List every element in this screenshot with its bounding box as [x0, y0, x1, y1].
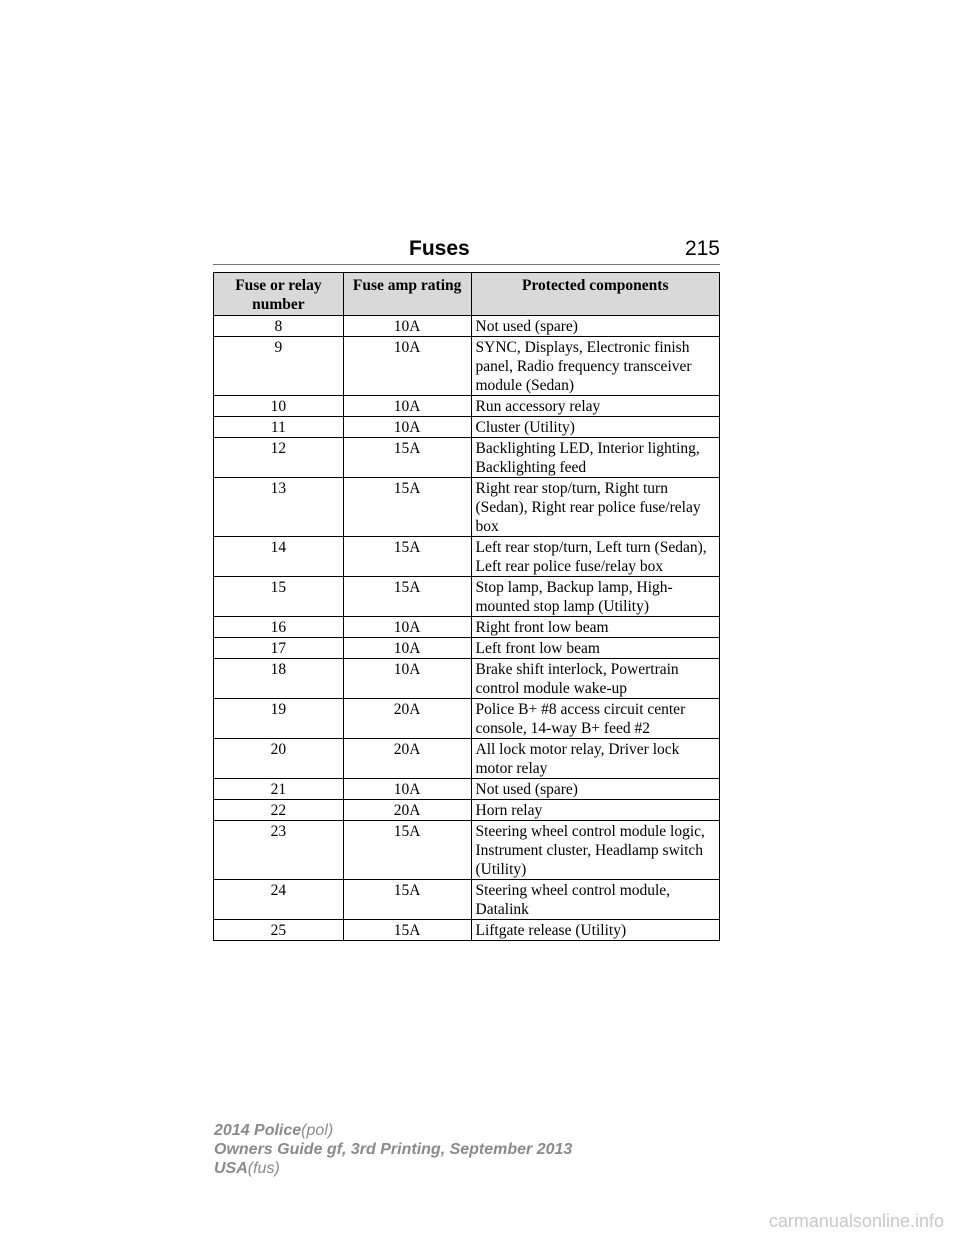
- cell-protected-components: Not used (spare): [471, 779, 720, 800]
- cell-amp-rating: 15A: [343, 821, 471, 880]
- table-header-row: [214, 273, 720, 316]
- cell-fuse-number: 21: [214, 779, 344, 800]
- cell-amp-rating: 15A: [343, 537, 471, 577]
- document-footer: [214, 1121, 572, 1178]
- page-header: [213, 236, 720, 262]
- column-header-number: Fuse or relay number: [214, 273, 344, 316]
- cell-protected-components: Steering wheel control module logic, Instrument cluster, Headlamp switch (Utility): [471, 821, 720, 880]
- table-row: [214, 821, 720, 880]
- cell-amp-rating: 15A: [343, 577, 471, 617]
- table-row: [214, 617, 720, 638]
- cell-fuse-number: 8: [214, 316, 344, 337]
- fuse-table: [213, 272, 720, 941]
- header-divider: [213, 264, 720, 265]
- table-row: [214, 880, 720, 920]
- cell-fuse-number: 22: [214, 800, 344, 821]
- cell-amp-rating: 10A: [343, 316, 471, 337]
- cell-fuse-number: 19: [214, 699, 344, 739]
- page-number: 215: [684, 237, 720, 260]
- cell-protected-components: Right rear stop/turn, Right turn (Sedan), Right rear police fuse/relay box: [471, 478, 720, 537]
- cell-fuse-number: 9: [214, 337, 344, 396]
- footer-model: 2014 Police: [214, 1122, 302, 1139]
- table-row: [214, 920, 720, 941]
- cell-protected-components: Cluster (Utility): [471, 417, 720, 438]
- cell-protected-components: Horn relay: [471, 800, 720, 821]
- table-row: [214, 779, 720, 800]
- cell-fuse-number: 13: [214, 478, 344, 537]
- footer-market-code: (fus): [247, 1160, 280, 1177]
- table-row: [214, 337, 720, 396]
- cell-fuse-number: 12: [214, 438, 344, 478]
- table-row: [214, 800, 720, 821]
- cell-protected-components: Not used (spare): [471, 316, 720, 337]
- cell-amp-rating: 10A: [343, 617, 471, 638]
- footer-line-3: [214, 1159, 572, 1178]
- cell-amp-rating: 20A: [343, 699, 471, 739]
- cell-fuse-number: 11: [214, 417, 344, 438]
- cell-amp-rating: 15A: [343, 438, 471, 478]
- table-row: [214, 577, 720, 617]
- cell-fuse-number: 16: [214, 617, 344, 638]
- table-row: [214, 316, 720, 337]
- cell-protected-components: Backlighting LED, Interior lighting, Backlighting feed: [471, 438, 720, 478]
- footer-line-1: [214, 1121, 572, 1140]
- cell-protected-components: Run accessory relay: [471, 396, 720, 417]
- cell-amp-rating: 10A: [343, 638, 471, 659]
- section-title: Fuses: [409, 237, 470, 260]
- footer-line-2: Owners Guide gf, 3rd Printing, September 2013: [214, 1141, 573, 1158]
- cell-fuse-number: 25: [214, 920, 344, 941]
- footer-model-code: (pol): [301, 1122, 334, 1139]
- cell-amp-rating: 15A: [343, 920, 471, 941]
- cell-fuse-number: 20: [214, 739, 344, 779]
- cell-amp-rating: 10A: [343, 417, 471, 438]
- column-header-components: Protected components: [471, 273, 720, 316]
- watermark: carmanualsonline.info: [768, 1211, 944, 1231]
- cell-fuse-number: 10: [214, 396, 344, 417]
- cell-protected-components: Left rear stop/turn, Left turn (Sedan), Left rear police fuse/relay box: [471, 537, 720, 577]
- table-row: [214, 699, 720, 739]
- cell-protected-components: SYNC, Displays, Electronic finish panel, Radio frequency transceiver module (Sedan): [471, 337, 720, 396]
- cell-fuse-number: 24: [214, 880, 344, 920]
- table-row: [214, 739, 720, 779]
- cell-amp-rating: 10A: [343, 337, 471, 396]
- table-body: [214, 316, 720, 941]
- cell-amp-rating: 15A: [343, 478, 471, 537]
- cell-amp-rating: 10A: [343, 396, 471, 417]
- table-row: [214, 438, 720, 478]
- table-row: [214, 659, 720, 699]
- cell-amp-rating: 20A: [343, 739, 471, 779]
- cell-fuse-number: 15: [214, 577, 344, 617]
- cell-amp-rating: 10A: [343, 779, 471, 800]
- table-row: [214, 478, 720, 537]
- cell-amp-rating: 10A: [343, 659, 471, 699]
- cell-protected-components: Liftgate release (Utility): [471, 920, 720, 941]
- footer-market: USA: [214, 1160, 248, 1177]
- cell-fuse-number: 17: [214, 638, 344, 659]
- cell-protected-components: Brake shift interlock, Powertrain control module wake-up: [471, 659, 720, 699]
- cell-amp-rating: 20A: [343, 800, 471, 821]
- cell-protected-components: Police B+ #8 access circuit center console, 14-way B+ feed #2: [471, 699, 720, 739]
- table-row: [214, 537, 720, 577]
- column-header-rating: Fuse amp rating: [343, 273, 471, 316]
- cell-fuse-number: 18: [214, 659, 344, 699]
- cell-protected-components: Right front low beam: [471, 617, 720, 638]
- cell-protected-components: Stop lamp, Backup lamp, High-mounted stop lamp (Utility): [471, 577, 720, 617]
- cell-protected-components: All lock motor relay, Driver lock motor relay: [471, 739, 720, 779]
- cell-amp-rating: 15A: [343, 880, 471, 920]
- table-row: [214, 638, 720, 659]
- cell-fuse-number: 14: [214, 537, 344, 577]
- cell-fuse-number: 23: [214, 821, 344, 880]
- table-row: [214, 396, 720, 417]
- cell-protected-components: Steering wheel control module, Datalink: [471, 880, 720, 920]
- cell-protected-components: Left front low beam: [471, 638, 720, 659]
- table-row: [214, 417, 720, 438]
